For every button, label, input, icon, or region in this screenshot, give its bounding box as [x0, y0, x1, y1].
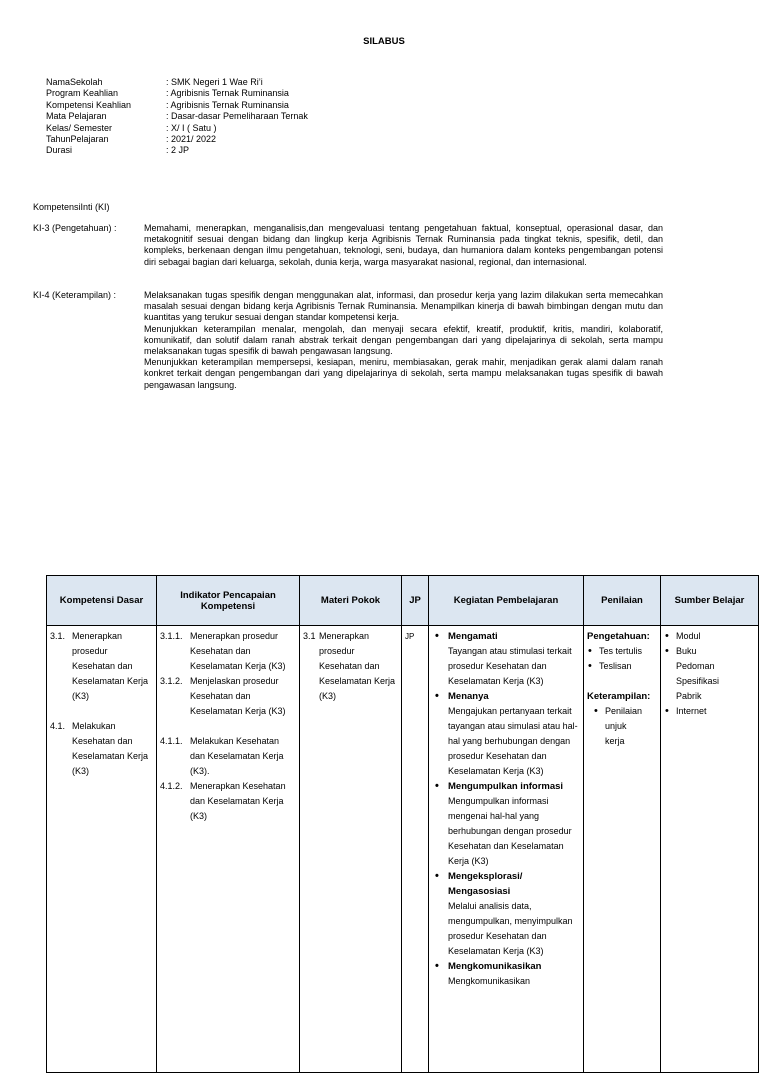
ki4-paragraph: Menunjukkan keterampilan menalar, mengolah, dan menyaji secara efektif, kreatif, produktif, kritis, mandiri, kolaboratif, komunikatif, dan solutif dalam ranah abstrak terkait dengan pengembangan dari yang dipelajarinya di sekolah, serta mampu melaksanakan tugas spesifik di bawah pengawasan langsung. — [144, 323, 663, 357]
header-kompetensi-dasar: Kompetensi Dasar — [47, 576, 157, 626]
header-materi-pokok: Materi Pokok — [300, 576, 402, 626]
meta-value: : Agribisnis Ternak Ruminansia — [166, 88, 289, 99]
materi-number: 3.1 — [303, 631, 316, 641]
meta-row-competency — [46, 100, 308, 111]
meta-label: Program Keahlian — [46, 88, 119, 99]
penilaian-pengetahuan-list — [587, 644, 657, 674]
kegiatan-desc: Melalui analisis data, mengumpulkan, menyimpulkan prosedur Kesehatan dan Keselamatan Kerja (K3) — [448, 901, 573, 956]
materi-text: Menerapkan prosedur Kesehatan dan Keselamatan Kerja (K3) — [319, 631, 396, 701]
cell-kegiatan — [429, 626, 584, 1073]
meta-row-year — [46, 134, 308, 145]
ipk-number: 3.1.1. — [160, 631, 183, 641]
list-item: • Internet — [664, 704, 736, 719]
meta-value: : Dasar-dasar Pemeliharaan Ternak — [166, 111, 308, 122]
header-indikator: Indikator Pencapaian Kompetensi — [157, 576, 300, 626]
kd-item — [50, 629, 153, 704]
page-title: SILABUS — [363, 36, 405, 47]
ki4-block — [33, 290, 663, 391]
ipk-item — [160, 674, 296, 719]
cell-kompetensi-dasar — [47, 626, 157, 1073]
ipk-text: Menerapkan Kesehatan dan Keselamatan Kerja (K3) — [190, 781, 286, 821]
meta-row-program — [46, 88, 308, 99]
kegiatan-desc: Mengajukan pertanyaan terkait tayangan atau simulasi atau hal-hal yang berhubungan dengan prosedur Kesehatan dan Keselamatan Kerja (K3) — [448, 706, 578, 776]
meta-label: Durasi — [46, 145, 73, 156]
cell-indikator — [157, 626, 300, 1073]
ipk-text: Melakukan Kesehatan dan Keselamatan Kerja (K3). — [190, 736, 284, 776]
header-kegiatan: Kegiatan Pembelajaran — [429, 576, 584, 626]
meta-label: NamaSekolah — [46, 77, 103, 87]
ipk-text: Menerapkan prosedur Kesehatan dan Keselamatan Kerja (K3) — [190, 631, 286, 671]
ki4-label: KI-4 (Keterampilan) : — [33, 290, 117, 300]
kegiatan-desc: Mengkomunikasikan — [448, 976, 531, 986]
kd-number: 3.1. — [50, 631, 66, 641]
meta-value: : X/ I ( Satu ) — [166, 122, 217, 133]
list-item: • Penilaian unjuk kerja — [593, 704, 645, 749]
cell-penilaian — [584, 626, 661, 1073]
meta-label: Kompetensi Keahlian — [46, 99, 132, 110]
meta-row-class — [46, 123, 308, 134]
ki4-paragraph: Melaksanakan tugas spesifik dengan menggunakan alat, informasi, dan prosedur kerja yang lazim dilakukan serta memecahkan masalah sesuai dengan bidang kerja Agribisnis Ternak Ruminansia. Menampilkan kinerja di bawah bimbingan dengan mutu dan kuantitas yang terukur sesuai dengan standar kompetensi kerja. — [144, 290, 663, 323]
meta-value: : 2 JP — [166, 145, 190, 156]
kd-text: Menerapkan prosedur Kesehatan dan Keselamatan Kerja (K3) — [72, 631, 149, 701]
ki-heading: KompetensiInti (KI) — [33, 202, 110, 212]
table-row — [47, 626, 759, 1073]
header-penilaian: Penilaian — [584, 576, 661, 626]
meta-value: : SMK Negeri 1 Wae Ri’i — [166, 77, 263, 87]
penilaian-keterampilan-list — [587, 704, 657, 749]
meta-value: : 2021/ 2022 — [166, 134, 217, 145]
list-item: • Modul — [664, 629, 736, 644]
kegiatan-title: • Menanya — [432, 689, 580, 704]
list-item: • Buku Pedoman Spesifikasi Pabrik — [664, 644, 736, 704]
kegiatan-title: • Mengamati — [432, 629, 580, 644]
identity-block — [46, 77, 308, 157]
materi-item — [303, 629, 398, 704]
ipk-item — [160, 629, 296, 674]
ipk-number: 4.1.1. — [160, 736, 183, 746]
penilaian-pengetahuan-label: Pengetahuan: — [587, 631, 650, 642]
list-item: • Tes tertulis — [587, 644, 657, 659]
cell-jp: JP — [402, 626, 429, 1073]
kd-text: Melakukan Kesehatan dan Keselamatan Kerja (K3) — [72, 721, 149, 776]
ipk-item — [160, 779, 296, 824]
header-jp: JP — [402, 576, 429, 626]
meta-row-subject — [46, 111, 308, 122]
ipk-text: Menjelaskan prosedur Kesehatan dan Keselamatan Kerja (K3) — [190, 676, 286, 716]
meta-label: Kelas/ Semester — [46, 122, 113, 133]
syllabus-table — [46, 575, 759, 1073]
kd-item — [50, 719, 153, 779]
ki3-text: Memahami, menerapkan, menganalisis,dan mengevaluasi tentang pengetahuan faktual, konseptual, operasional dasar, dan metakognitif sesuai dengan bidang dan lingkup kerja Agribisnis Ternak Ruminansia pada tingkat teknis, spesifik, detil, dan kompleks, berkenaan dengan ilmu pengetahuan, teknologi, seni, budaya, dan humaniora dalam konteks pengembangan potensi diri sebagai bagian dari keluarga, sekolah, dunia kerja, warga masyarakat nasional, regional, dan internasional. — [144, 223, 663, 267]
kegiatan-desc: Tayangan atau stimulasi terkait prosedur Kesehatan dan Keselamatan Kerja (K3) — [448, 646, 572, 686]
meta-row-school — [46, 77, 308, 88]
sumber-list — [664, 629, 736, 719]
kegiatan-title: • Mengkomunikasikan — [432, 959, 580, 974]
meta-label: Mata Pelajaran — [46, 111, 107, 122]
meta-value: : Agribisnis Ternak Ruminansia — [166, 99, 289, 110]
table-header-row — [47, 576, 759, 626]
meta-row-duration — [46, 145, 308, 156]
header-sumber-belajar: Sumber Belajar — [661, 576, 759, 626]
ipk-item — [160, 734, 296, 779]
kegiatan-title: • Mengeksplorasi/ Mengasosiasi — [432, 869, 580, 899]
list-item: • Teslisan — [587, 659, 657, 674]
kd-number: 4.1. — [50, 721, 66, 731]
penilaian-keterampilan-label: Keterampilan: — [587, 691, 651, 702]
ipk-number: 4.1.2. — [160, 781, 183, 791]
ki4-text — [144, 290, 663, 391]
cell-sumber-belajar — [661, 626, 759, 1073]
ki3-label: KI-3 (Pengetahuan) : — [33, 223, 117, 233]
meta-label: TahunPelajaran — [46, 134, 109, 145]
kegiatan-desc: Mengumpulkan informasi mengenai hal-hal yang berhubungan dengan prosedur Kesehatan dan Keselamatan Kerja (K3) — [448, 796, 572, 866]
ki3-block — [33, 223, 663, 268]
ki4-paragraph: Menunjukkan keterampilan mempersepsi, kesiapan, meniru, membiasakan, gerak mahir, menjadikan gerak alami dalam ranah konkret terkait dengan pengembangan dari yang dipelajarinya di sekolah, serta mampu melaksanakan tugas spesifik di bawah pengawasan langsung. — [144, 357, 663, 390]
cell-materi-pokok — [300, 626, 402, 1073]
kegiatan-title: • Mengumpulkan informasi — [432, 779, 580, 794]
ipk-number: 3.1.2. — [160, 676, 183, 686]
